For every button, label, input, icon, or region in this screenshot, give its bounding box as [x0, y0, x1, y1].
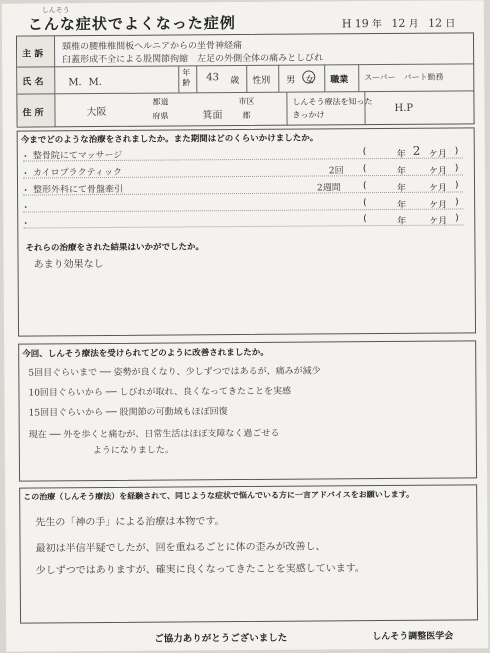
history-duration: 2週間	[317, 183, 341, 194]
history-paren-close: )	[455, 197, 459, 208]
age-value: 43	[206, 72, 220, 84]
history-month-label: ケ月	[428, 166, 447, 177]
date-year: 19	[354, 17, 369, 31]
complaint-line-1: 頸椎の腰椎椎間板ヘルニアからの坐骨神経痛	[62, 41, 243, 53]
history-bullet: ・	[21, 203, 31, 214]
organization-name: しんそう調整医学会	[372, 631, 454, 643]
date-year-unit: 年	[371, 19, 382, 31]
advice-line: 少しずつではありますが、確実に良くなってきたことを実感しています。	[35, 563, 365, 577]
history-year-label: 年	[396, 149, 406, 160]
history-year-label: 年	[397, 183, 407, 194]
date-era: H	[341, 17, 352, 31]
history-duration: 2回	[328, 166, 344, 177]
history-year-label: 年	[397, 216, 407, 227]
name-value: M．M．	[68, 76, 109, 89]
date-day: 12	[428, 16, 443, 30]
date-day-unit: 日	[445, 18, 456, 30]
thanks-text: ご協力ありがとうございました	[154, 632, 288, 645]
trigger-value: H.P	[394, 102, 414, 114]
address-city-value: 箕面	[202, 110, 223, 122]
history-paren-open: (	[362, 164, 367, 175]
address-label: 住 所	[22, 108, 44, 119]
improvement-line: 現在 ── 外を歩くと痛むが、日常生活はほぼ支障なく過ごせる	[28, 428, 280, 441]
advice-question: この治療（しんそう療法）を経験されて、同じような症状で悩んでいる方に一言アドバイスをお願いします。	[23, 489, 415, 502]
history-year-label: 年	[396, 166, 406, 177]
history-question: 今までどのような治療をされましたか。また期間はどのくらいかけましたか。	[20, 133, 319, 146]
age-unit: 歳	[230, 76, 240, 87]
history-month-label: ケ月	[429, 183, 448, 194]
complaint-label: 主 訴	[22, 49, 44, 60]
survey-sheet	[2, 0, 489, 651]
complaint-line-2: 臼蓋形成不全による股関節拘縮 左足の外側全体の痛みとしびれ	[62, 53, 324, 66]
history-paren-close: )	[455, 213, 459, 224]
occupation-value: スーパー パート勤務	[364, 72, 444, 83]
improvement-line: 15回目ぐらいから ── 股関節の可動域もほぼ回復	[28, 407, 228, 419]
history-bullet: ・	[20, 152, 30, 163]
address-pref-label-2: 府県	[152, 111, 169, 121]
age-label: 年齢	[182, 68, 191, 88]
date-field	[342, 15, 456, 31]
history-bullet: ・	[20, 169, 30, 180]
result-question: それらの治療をされた結果はいかがでしたか。	[25, 242, 204, 254]
history-treatment: カイロプラクティック	[32, 167, 122, 179]
history-bullet: ・	[21, 186, 31, 197]
trigger-label-2: きっかけ	[292, 110, 325, 120]
trigger-label-1: しんそう療法を知った	[292, 97, 373, 107]
address-city-label-1: 市区	[238, 96, 255, 107]
page-title: こんな症状でよくなった症例	[27, 14, 236, 34]
address-pref-label-1: 都道	[152, 97, 169, 107]
title-furigana: しんそう	[41, 6, 70, 15]
address-city-label-2: 郡	[242, 110, 251, 121]
history-paren-open: (	[362, 181, 367, 192]
gender-selected-circle	[302, 71, 315, 84]
history-year-label: 年	[397, 200, 407, 211]
improvement-question: 今回、しんそう療法を受けられてどのように改善されましたか。	[22, 347, 269, 360]
date-month: 12	[391, 16, 406, 30]
history-months: 2	[412, 143, 421, 158]
history-paren-open: (	[362, 147, 367, 158]
history-paren-close: )	[454, 163, 459, 174]
improvement-line: ようになりました。	[92, 445, 174, 457]
address-pref-value: 大阪	[86, 106, 107, 119]
date-month-unit: 月	[408, 18, 419, 30]
history-paren-open: (	[363, 214, 367, 225]
improvement-line: 10回目ぐらいから ── しびれが取れ、良くなってきたことを実感	[28, 386, 292, 399]
history-treatment: 整骨院にてマッサージ	[32, 150, 123, 162]
advice-line: 先生の「神の手」による治療は本物です。	[35, 516, 225, 529]
improvement-line: 5回目ぐらいまで ── 姿勢が良くなり、少しずつではあるが、痛みが減少	[28, 366, 321, 379]
history-paren-open: (	[363, 198, 367, 209]
history-treatment: 整形外科にて骨盤牽引	[33, 184, 124, 196]
history-paren-close: )	[454, 146, 459, 157]
history-bullet: ・	[21, 219, 31, 230]
history-month-label: ケ月	[429, 216, 448, 227]
history-month-label: ケ月	[429, 200, 448, 211]
gender-female: 女	[305, 75, 315, 86]
occupation-label: 職業	[330, 75, 349, 86]
gender-label: 性別	[252, 75, 271, 86]
advice-line: 最初は半信半疑でしたが、回を重ねるごとに体の歪みが改善し、	[35, 541, 326, 555]
name-label: 氏 名	[22, 77, 44, 88]
history-paren-close: )	[454, 180, 459, 191]
history-month-label: ケ月	[428, 149, 447, 160]
gender-male: 男	[286, 75, 296, 86]
result-answer: あまり効果なし	[33, 258, 104, 271]
